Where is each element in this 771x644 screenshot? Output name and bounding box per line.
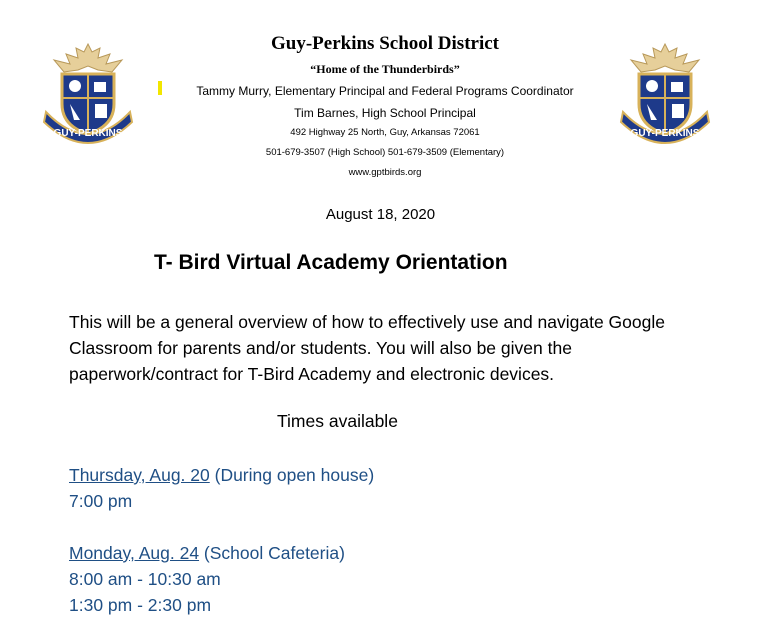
times-heading: Times available	[277, 411, 398, 431]
session-time: 7:00 pm	[69, 491, 133, 511]
letter-date: August 18, 2020	[325, 206, 436, 223]
session-note: (School Cafeteria)	[199, 543, 345, 563]
school-crest-left-logo	[40, 38, 136, 150]
session-day-link[interactable]: Thursday, Aug. 20	[69, 465, 210, 485]
elementary-principal-line: Tammy Murry, Elementary Principal and Federal Programs Coordinator	[196, 84, 574, 98]
school-crest-right-logo	[617, 38, 713, 150]
session-day-link[interactable]: Monday, Aug. 24	[69, 543, 200, 563]
session-time: 1:30 pm - 2:30 pm	[69, 595, 212, 615]
crest-banner-text: GUY-PERKINS	[630, 128, 700, 139]
district-address: 492 Highway 25 North, Guy, Arkansas 72061	[290, 127, 480, 138]
district-website: www.gptbirds.org	[348, 167, 422, 178]
district-phones: 501-679-3507 (High School) 501-679-3509 (Elementary)	[265, 147, 505, 158]
crest-banner-text: GUY-PERKINS	[53, 128, 123, 139]
district-name: Guy-Perkins School District	[271, 33, 499, 54]
intro-paragraph: This will be a general overview of how to effectively use and navigate Google Classroom for parents and/or students. You will also be given the paperwork/contract for T-Bird Academy and electronic devices.	[69, 312, 665, 384]
session-monday	[69, 540, 345, 618]
session-heading	[69, 462, 374, 488]
session-note: (During open house)	[209, 465, 375, 485]
document-title: T- Bird Virtual Academy Orientation	[154, 251, 508, 274]
high-school-principal-line: Tim Barnes, High School Principal	[294, 106, 476, 120]
session-thursday	[69, 462, 374, 514]
session-time: 8:00 am - 10:30 am	[69, 569, 221, 589]
session-heading	[69, 540, 345, 566]
district-motto: “Home of the Thunderbirds”	[310, 62, 460, 76]
